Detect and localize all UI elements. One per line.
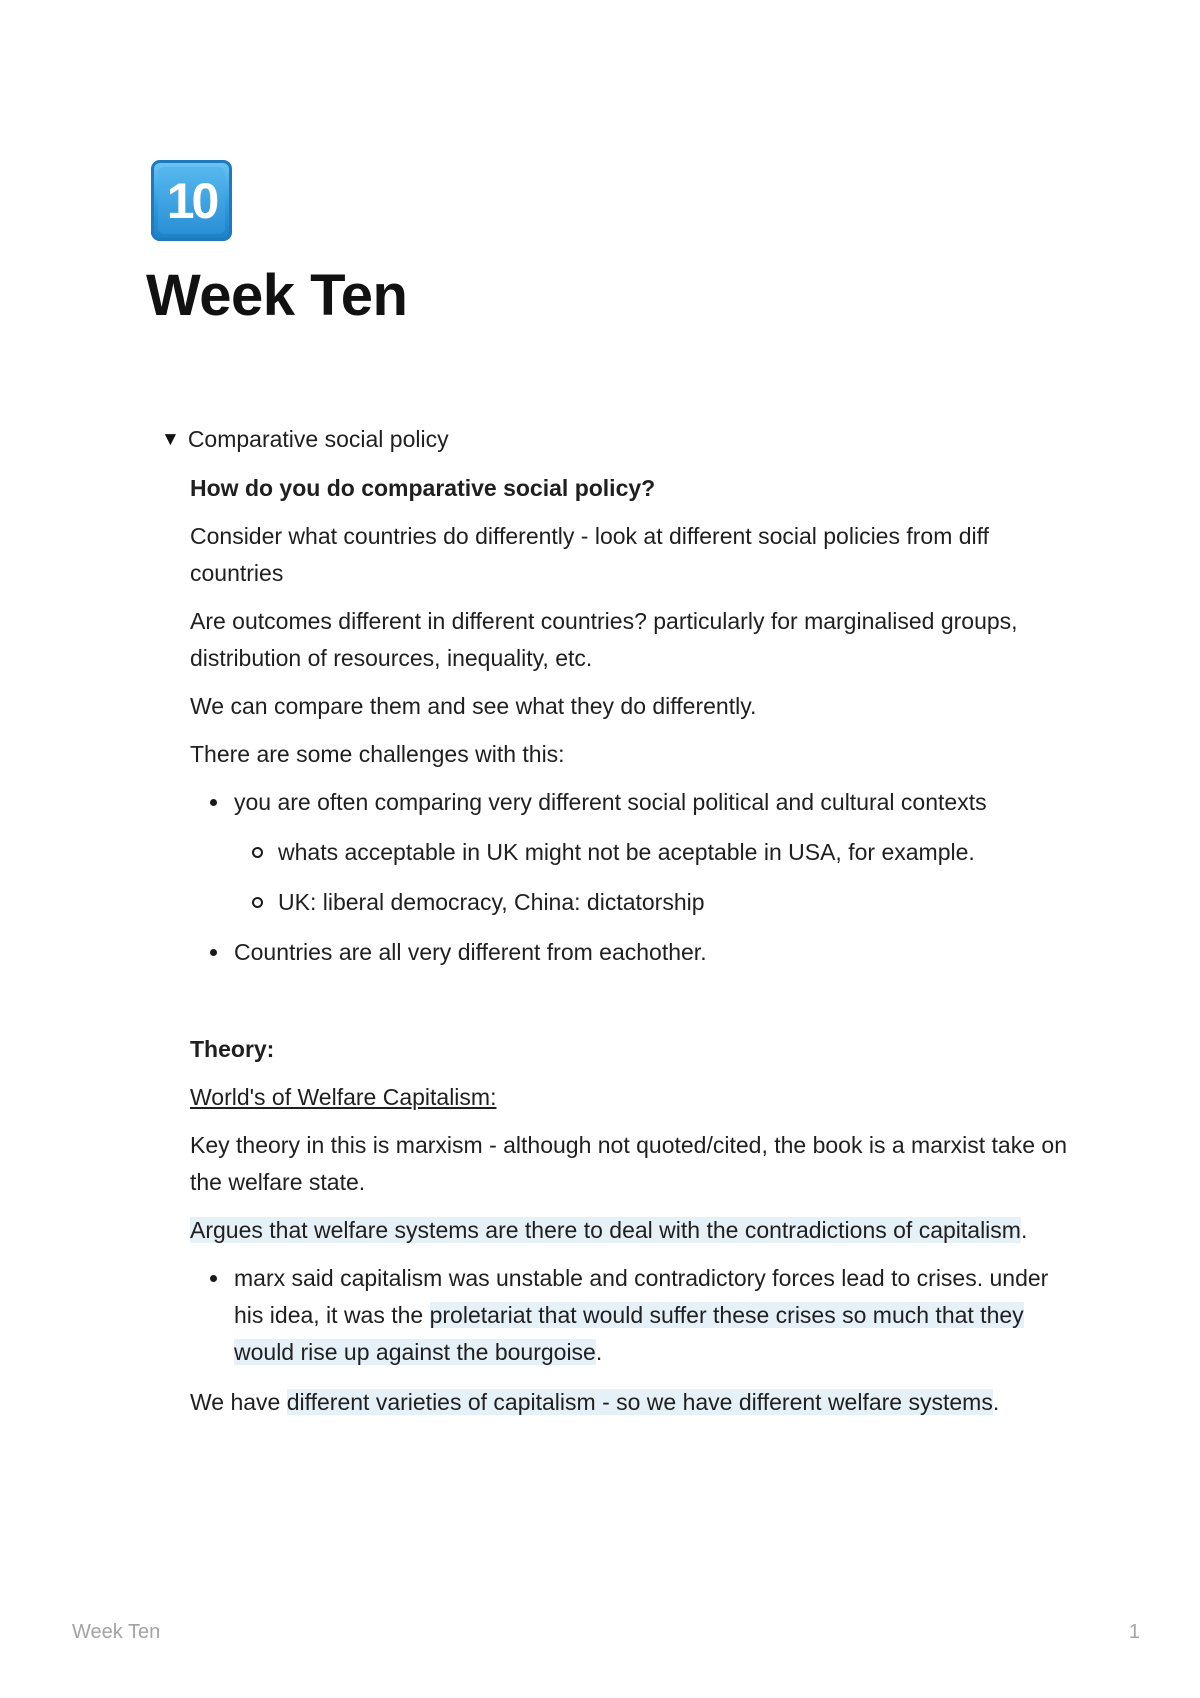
keycap-ten-icon bbox=[151, 160, 232, 241]
highlighted-text: different varieties of capitalism - so we have different welfare systems bbox=[286, 1389, 993, 1415]
keycap-ten-label: 10 bbox=[158, 167, 225, 234]
paragraph: There are some challenges with this: bbox=[190, 741, 565, 767]
bullet-list bbox=[190, 784, 1070, 971]
paragraph-text: We have bbox=[190, 1389, 287, 1415]
theory-heading: Theory: bbox=[190, 1036, 275, 1062]
theory-subheading: World's of Welfare Capitalism: bbox=[190, 1084, 497, 1110]
sub-bullet-list bbox=[234, 834, 1070, 921]
list-item: Countries are all very different from eachother. bbox=[234, 934, 1070, 971]
page-title: Week Ten bbox=[146, 263, 408, 328]
paragraph: Consider what countries do differently - look at different social policies from diff countries bbox=[190, 523, 990, 586]
bullet-list bbox=[190, 1260, 1070, 1371]
section-question: How do you do comparative social policy? bbox=[190, 475, 656, 501]
sub-list-item: UK: liberal democracy, China: dictatorship bbox=[278, 884, 1070, 921]
toggle-label: Comparative social policy bbox=[187, 426, 449, 452]
paragraph bbox=[190, 1212, 1070, 1249]
paragraph bbox=[190, 1384, 1070, 1421]
highlighted-text: Argues that welfare systems are there to deal with the contradictions of capitalism bbox=[190, 1217, 1021, 1243]
paragraph: Key theory in this is marxism - although not quoted/cited, the book is a marxist take on the welfare state. bbox=[190, 1132, 1067, 1195]
paragraph: We can compare them and see what they do differently. bbox=[190, 693, 757, 719]
sub-list-item: whats acceptable in UK might not be aceptable in USA, for example. bbox=[278, 834, 1070, 871]
list-item-text: marx said capitalism was unstable and contradictory forces lead to crises. under his idea, it was the bbox=[234, 1265, 1049, 1328]
list-item bbox=[234, 1260, 1070, 1371]
footer-title: Week Ten bbox=[72, 1621, 161, 1643]
toggle-comparative-social-policy[interactable] bbox=[161, 426, 449, 453]
paragraph: Are outcomes different in different countries? particularly for marginalised groups, distribution of resources, inequality, etc. bbox=[190, 608, 1018, 671]
blank-line bbox=[190, 984, 1070, 1031]
punctuation: . bbox=[992, 1389, 1000, 1415]
punctuation: . bbox=[595, 1339, 603, 1365]
punctuation: . bbox=[1020, 1217, 1028, 1243]
highlighted-text: proletariat that would suffer these crises so much that they would rise up against the bourgoise bbox=[234, 1302, 1024, 1365]
list-item bbox=[234, 784, 1070, 921]
toggle-triangle-icon[interactable]: ▼ bbox=[161, 428, 180, 450]
list-item-text: you are often comparing very different social political and cultural contexts bbox=[234, 789, 987, 815]
page-number: 1 bbox=[1128, 1621, 1140, 1643]
toggle-content bbox=[190, 470, 1070, 1432]
